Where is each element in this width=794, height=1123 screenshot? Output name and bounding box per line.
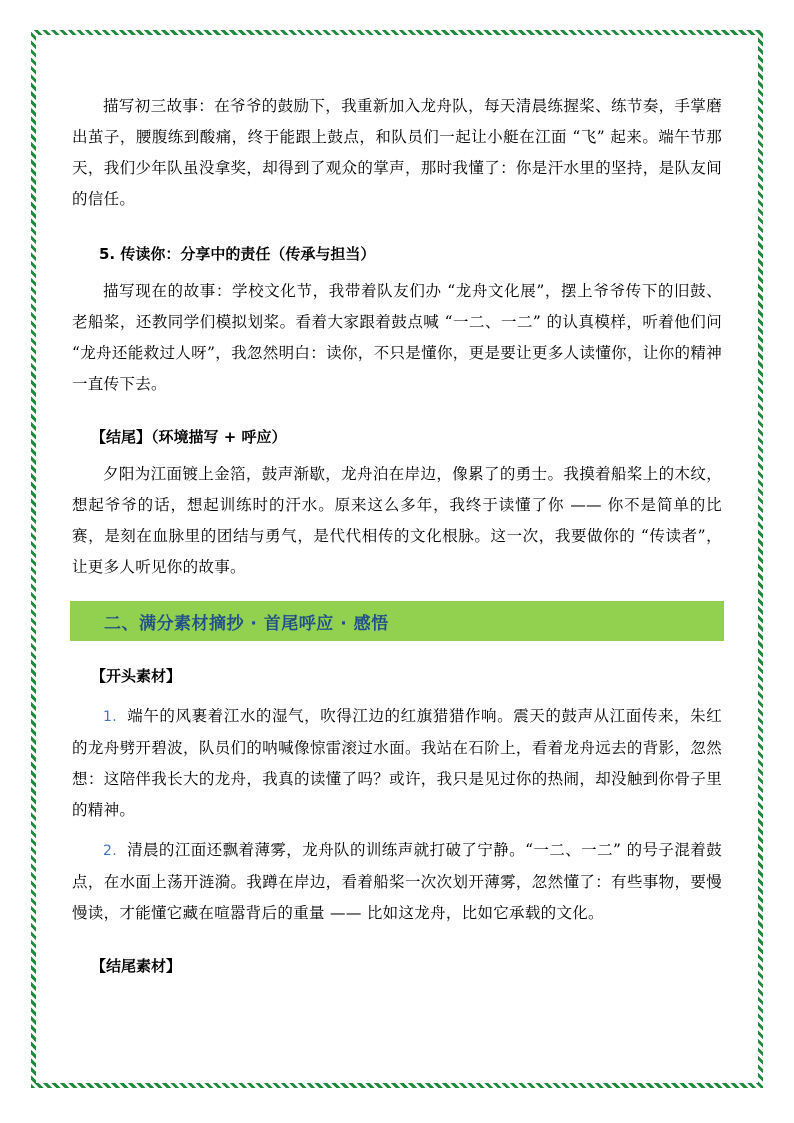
paragraph-text: 描写现在的故事：学校文化节，我带着队友们办 “龙舟文化展”，摆上爷爷传下的旧鼓、老船桨，还教同学们模拟划桨。看着大家跟着鼓点喊 “一二、一二” 的认真模样，听着他们问 “龙舟还能救过人呀”，我忽然明白：读你，不只是懂你，更是要让更多人读懂你，让你的精神一直传下去。: [72, 282, 722, 393]
list-item-body: 端午的风裹着江水的湿气，吹得江边的红旗猎猎作响。震天的鼓声从江面传来，朱红的龙舟劈开碧波，队员们的呐喊像惊雷滚过水面。我站在石阶上，看着龙舟远去的背影，忽然想：这陪伴我长大的龙舟，我真的读懂了吗？或许，我只是见过你的热闹，却没触到你骨子里的精神。: [72, 707, 722, 819]
list-item-number: 2.: [103, 843, 117, 859]
list-item-text: [72, 835, 722, 929]
paragraph-grade3-story: [72, 91, 722, 215]
list-item-number: 1.: [103, 709, 117, 725]
section-banner-title: 二、满分素材摘抄 · 首尾呼应 · 感悟: [104, 614, 389, 634]
heading-opening-material: 【开头素材】: [91, 667, 182, 685]
list-item-opening-2: [72, 835, 722, 929]
list-item-body: 清晨的江面还飘着薄雾，龙舟队的训练声就打破了宁静。“一二、一二” 的号子混着鼓点，在水面上荡开涟漪。我蹲在岸边，看着船桨一次次划开薄雾，忽然懂了：有些事物，要慢慢读，才能懂它藏在喧嚣背后的重量 —— 比如这龙舟，比如它承载的文化。: [72, 841, 722, 922]
list-item-opening-1: [72, 701, 722, 826]
paragraph-ending: [72, 459, 722, 583]
section-banner: [70, 601, 724, 641]
paragraph-text: 描写初三故事：在爷爷的鼓励下，我重新加入龙舟队，每天清晨练握桨、练节奏，手掌磨出茧子，腰腹练到酸痛，终于能跟上鼓点，和队员们一起让小艇在江面 “飞” 起来。端午节那天，我们少年队虽没拿奖，却得到了观众的掌声，那时我懂了：你是汗水里的坚持，是队友间的信任。: [72, 97, 722, 208]
paragraph-current-story: [72, 276, 722, 400]
paragraph-text: 夕阳为江面镀上金箔，鼓声渐歇，龙舟泊在岸边，像累了的勇士。我摸着船桨上的木纹，想起爷爷的话，想起训练时的汗水。原来这么多年，我终于读懂了你 —— 你不是简单的比赛，是刻在血脉里的团结与勇气，是代代相传的文化根脉。这一次，我要做你的 “传读者”，让更多人听见你的故事。: [72, 465, 722, 576]
heading-closing-material: 【结尾素材】: [91, 957, 182, 975]
heading-ending: 【结尾】（环境描写 + 呼应）: [91, 428, 287, 446]
heading-section-5: 5. 传读你：分享中的责任（传承与担当）: [99, 245, 376, 263]
list-item-text: [72, 701, 722, 826]
